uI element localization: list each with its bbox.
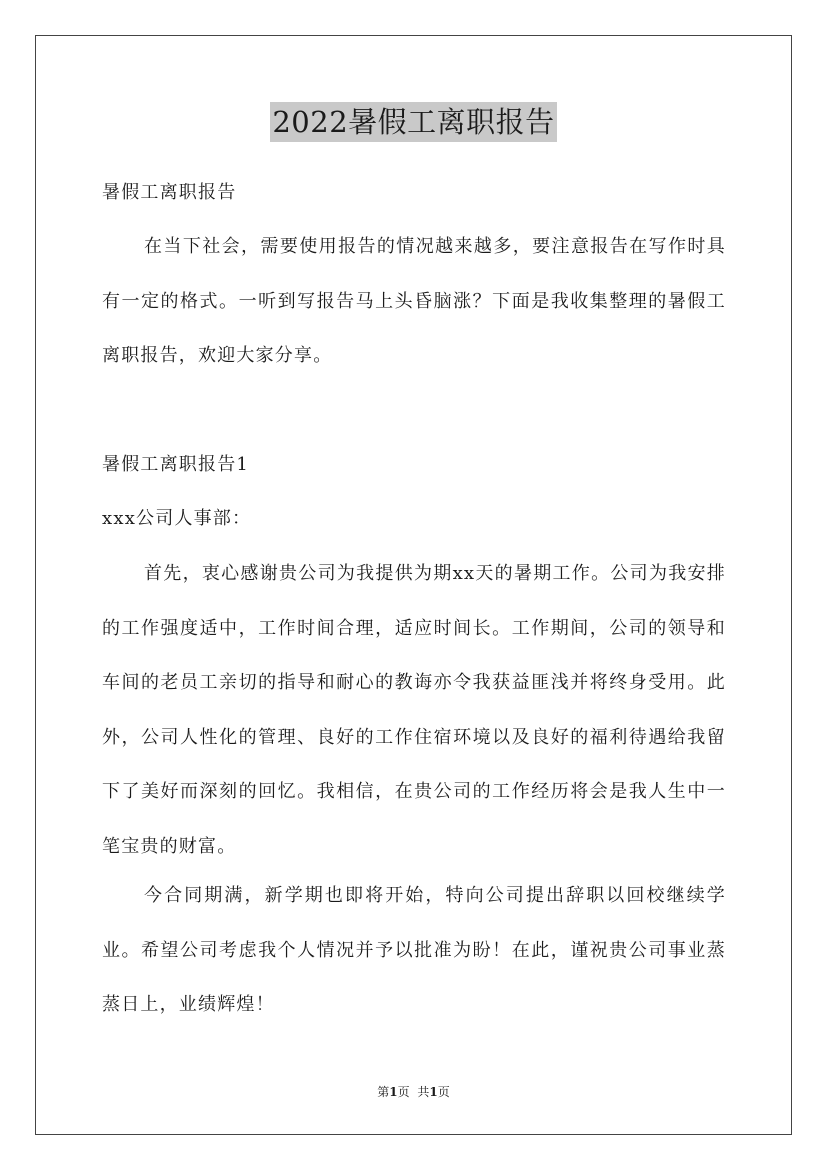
page-footer	[0, 1084, 827, 1100]
page-current: 1	[389, 1085, 398, 1099]
title-container	[0, 102, 827, 142]
body-paragraph-1: 首先，衷心感谢贵公司为我提供为期xx天的暑期工作。公司为我安排的工作强度适中，工作时间合理，适应时间长。工作期间，公司的领导和车间的老员工亲切的指导和耐心的教诲亦令我获益匪浅并将终身受用。此外，公司人性化的管理、良好的工作住宿环境以及良好的福利待遇给我留下了美好而深刻的回忆。我相信，在贵公司的工作经历将会是我人生中一笔宝贵的财富。	[102, 563, 726, 857]
document-subtitle: 暑假工离职报告	[102, 182, 237, 203]
body-paragraph-2: 今合同期满，新学期也即将开始，特向公司提出辞职以回校继续学业。希望公司考虑我个人情况并予以批准为盼！在此，谨祝贵公司事业蒸蒸日上，业绩辉煌！	[102, 885, 726, 1015]
page-suffix: 页	[397, 1085, 410, 1099]
page-prefix: 第	[377, 1085, 390, 1099]
salutation: xxx公司人事部：	[102, 508, 252, 529]
intro-paragraph: 在当下社会，需要使用报告的情况越来越多，要注意报告在写作时具有一定的格式。一听到写报告马上头昏脑涨？下面是我收集整理的暑假工离职报告，欢迎大家分享。	[102, 236, 726, 366]
page-total: 1	[429, 1085, 438, 1099]
document-title: 2022暑假工离职报告	[270, 102, 556, 142]
total-suffix: 页	[437, 1085, 450, 1099]
section-heading: 暑假工离职报告1	[102, 454, 250, 475]
total-prefix: 共	[417, 1085, 430, 1099]
